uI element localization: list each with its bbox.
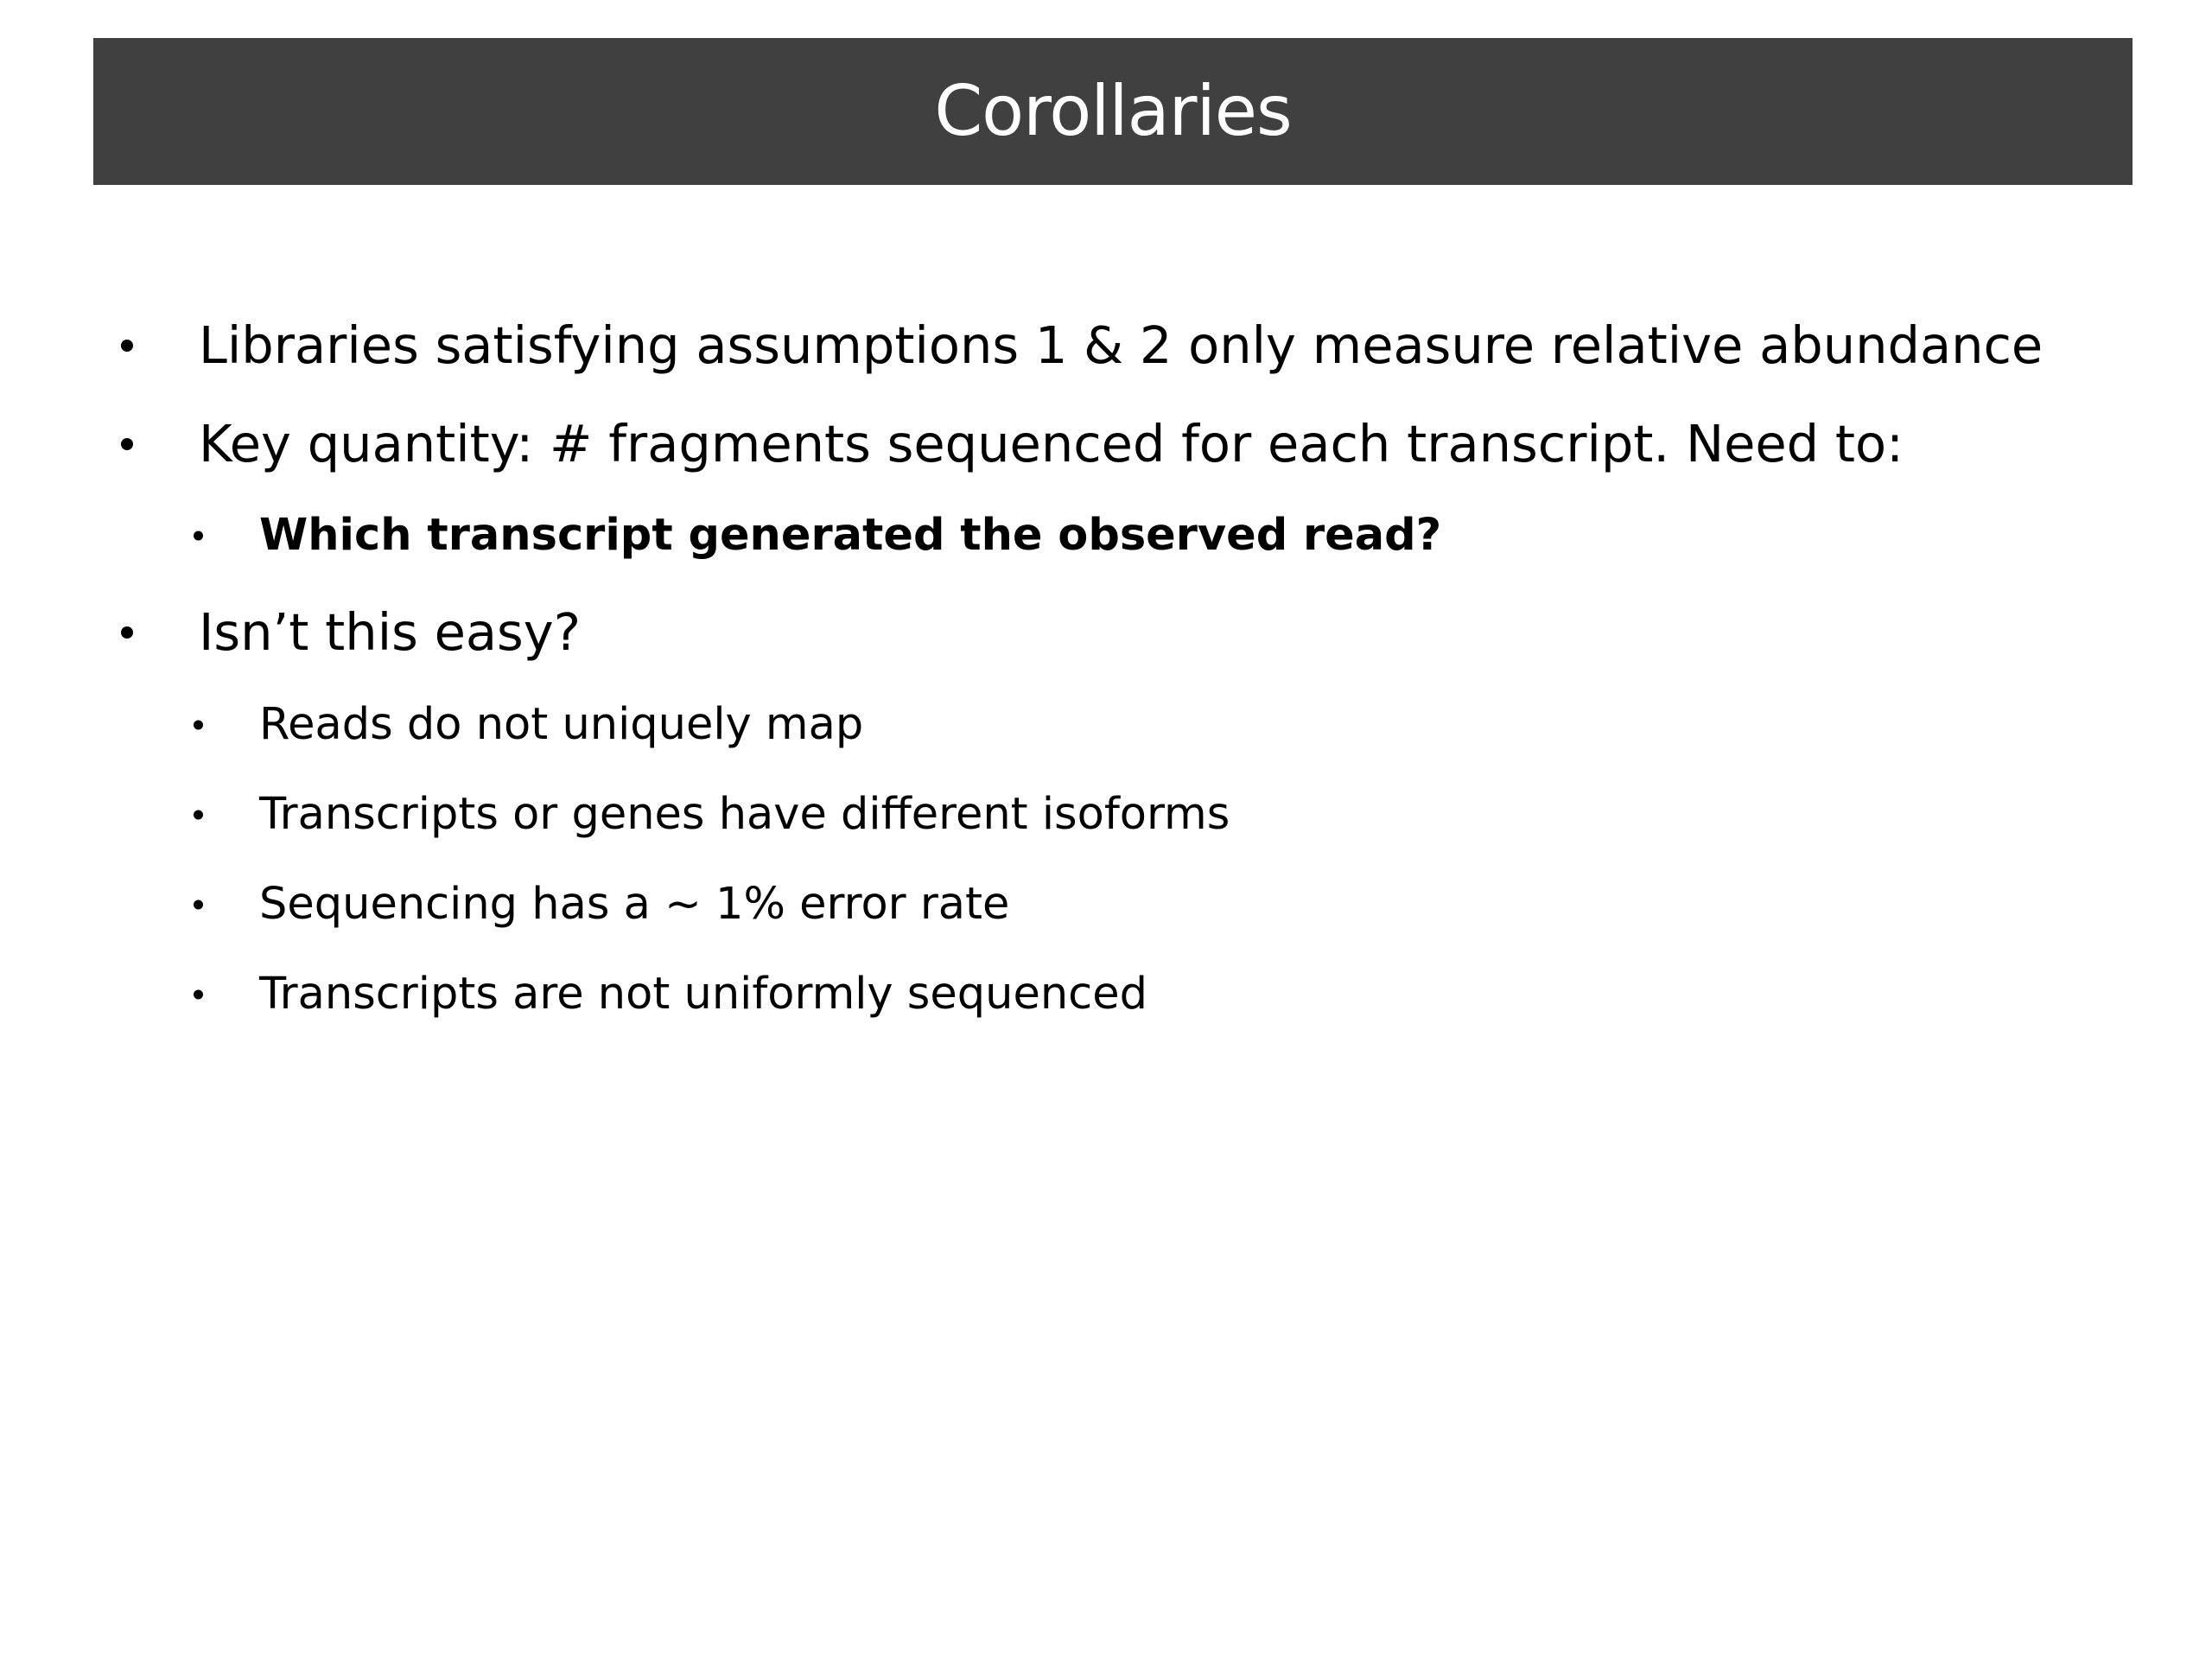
- sub-bullet-item: [187, 510, 1442, 561]
- bullet-dot-icon: [121, 340, 133, 352]
- bullet-text: Key quantity: # fragments sequenced for each transcript. Need to:: [199, 414, 1904, 474]
- bullet-item: [111, 315, 2044, 375]
- sub-bullet-dot-icon: [194, 531, 203, 540]
- sub-bullet-text: Transcripts or genes have different isoforms: [259, 789, 1230, 840]
- bullet-text: Isn’t this easy?: [199, 602, 582, 662]
- slide-title: Corollaries: [934, 71, 1292, 151]
- bullet-item: [111, 602, 582, 662]
- sub-bullet-item: [187, 969, 1147, 1020]
- sub-bullet-dot-icon: [194, 989, 203, 999]
- sub-bullet-dot-icon: [194, 810, 203, 819]
- sub-bullet-dot-icon: [194, 720, 203, 729]
- sub-bullet-item: [187, 699, 864, 750]
- sub-bullet-text: Reads do not uniquely map: [259, 699, 864, 750]
- bullet-item: [111, 414, 1904, 474]
- bullet-dot-icon: [121, 626, 133, 639]
- bullet-dot-icon: [121, 438, 133, 450]
- sub-bullet-text: Sequencing has a ~ 1% error rate: [259, 879, 1010, 930]
- sub-bullet-item: [187, 879, 1010, 930]
- sub-bullet-text: Which transcript generated the observed read?: [259, 510, 1442, 561]
- sub-bullet-dot-icon: [194, 899, 203, 909]
- sub-bullet-item: [187, 789, 1230, 840]
- sub-bullet-text: Transcripts are not uniformly sequenced: [259, 969, 1147, 1020]
- bullet-text: Libraries satisfying assumptions 1 & 2 only measure relative abundance: [199, 315, 2044, 375]
